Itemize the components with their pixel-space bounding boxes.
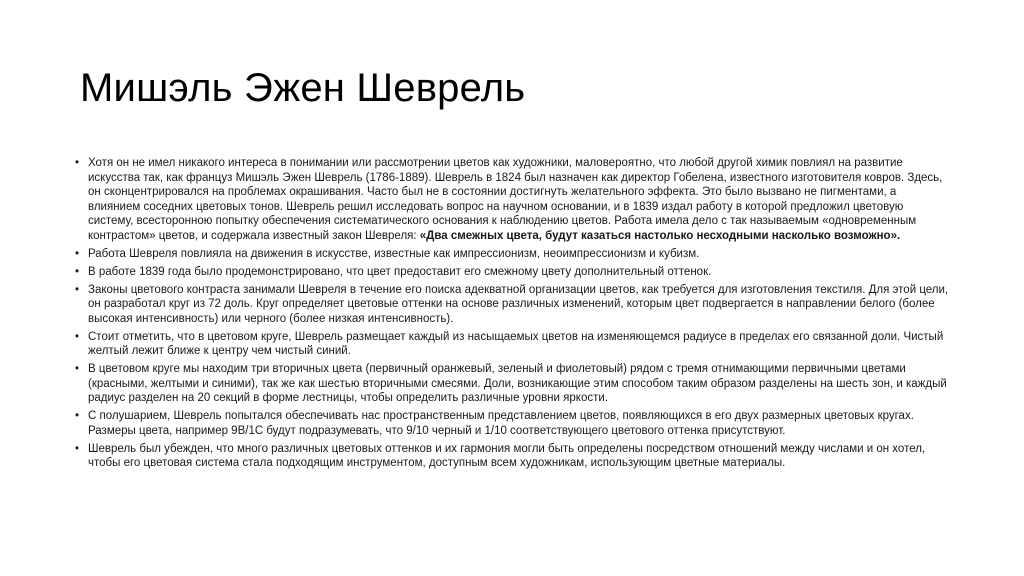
bullet-text: В цветовом круге мы находим три вторичных цвета (первичный оранжевый, зеленый и фиолетовый) рядом с тремя отнимающими первичными цветами (красными, желтыми и синими), так же как шестью вторичными смесями. Доли, возникающие этим способом таким образом разделены на шесть зон, и каждый радиус разделен на 20 секций в форме лестницы, чтобы определить различные уровни яркости. bbox=[88, 363, 947, 404]
bullet-item-6 bbox=[74, 362, 950, 406]
bullet-dot-icon: • bbox=[75, 157, 80, 169]
bullet-text: С полушарием, Шеврель попытался обеспечивать нас пространственным представлением цветов, появляющихся в его двух размерных цветовых кругах. Размеры цвета, например 9B/1C будут подразумевать, что 9/10 черный и 1/10 соответствующего цветового оттенка присутствуют. bbox=[88, 410, 914, 437]
bullet-dot-icon: • bbox=[75, 283, 80, 296]
bullet-item-2 bbox=[74, 247, 950, 262]
bullet-dot-icon: • bbox=[75, 442, 80, 455]
bullet-list bbox=[74, 156, 950, 474]
bullet-item-8 bbox=[74, 442, 950, 471]
bullet-dot-icon: • bbox=[75, 247, 80, 260]
bullet-dot-icon: • bbox=[75, 265, 80, 278]
bullet-item-4 bbox=[74, 283, 950, 327]
bullet-item-1 bbox=[74, 156, 950, 243]
bullet-text: Работа Шевреля повлияла на движения в искусстве, известные как импрессионизм, неоимпрессионизм и кубизм. bbox=[88, 247, 700, 260]
bullet-text: Стоит отметить, что в цветовом круге, Шеврель размещает каждый из насыщаемых цветов на изменяющемся радиусе в пределах его связанной доли. Чистый желтый лежит ближе к центру чем чистый синий. bbox=[88, 330, 944, 357]
bullet-item-5 bbox=[74, 330, 950, 359]
bullet-dot-icon: • bbox=[75, 363, 80, 375]
bullet-text: Хотя он не имел никакого интереса в понимании или рассмотрении цветов как художники, маловероятно, что любой другой химик повлиял на развитие искусства так, как француз Мишэль Эжен Шеврель (1786-1889). Шеврель в 1824 был назначен как директор Гобелена, известного изготовителя ковров. Здесь, он сконцентрировался на проблемах окрашивания. Часто был не в состоянии достигнуть желательного эффекта. Это было вызвано не пигментами, а влиянием соседних цветовых тонов. Шеврель решил исследовать вопрос на научном основании, и в 1839 издал работу в которой предложил цветовую систему, всесторонною попытку обеспечения систематического основания к наблюдению цветов. Работа имела дело с так называемым «одновременным контрастом» цветов, и содержала известный закон Шевреля: bbox=[88, 157, 943, 242]
bullet-dot-icon: • bbox=[75, 330, 80, 343]
bullet-text: В работе 1839 года было продемонстрировано, что цвет предоставит его смежному цвету дополнительный оттенок. bbox=[88, 265, 712, 278]
bullet-bold-text: «Два смежных цвета, будут казаться настолько несходными насколько возможно». bbox=[419, 229, 901, 242]
bullet-item-3 bbox=[74, 265, 950, 280]
bullet-dot-icon: • bbox=[75, 410, 80, 422]
bullet-item-7 bbox=[74, 409, 950, 438]
slide-title: Мишэль Эжен Шеврель bbox=[80, 66, 526, 110]
bullet-text: Шеврель был убежден, что много различных цветовых оттенков и их гармония могли быть определены посредством отношений между числами и он хотел, чтобы его цветовая система стала подходящим инструментом, доступным всем художникам, использующим цветные материалы. bbox=[88, 442, 926, 469]
bullet-text: Законы цветового контраста занимали Шевреля в течение его поиска адекватной организации цветов, как требуется для изготовления текстиля. Для этой цели, он разработал круг из 72 доль. Круг определяет цветовые оттенки на основе различных изменений, которым цвет подвергается в направлении белого (более высокая интенсивность) или черного (более низкая интенсивность). bbox=[88, 283, 949, 325]
